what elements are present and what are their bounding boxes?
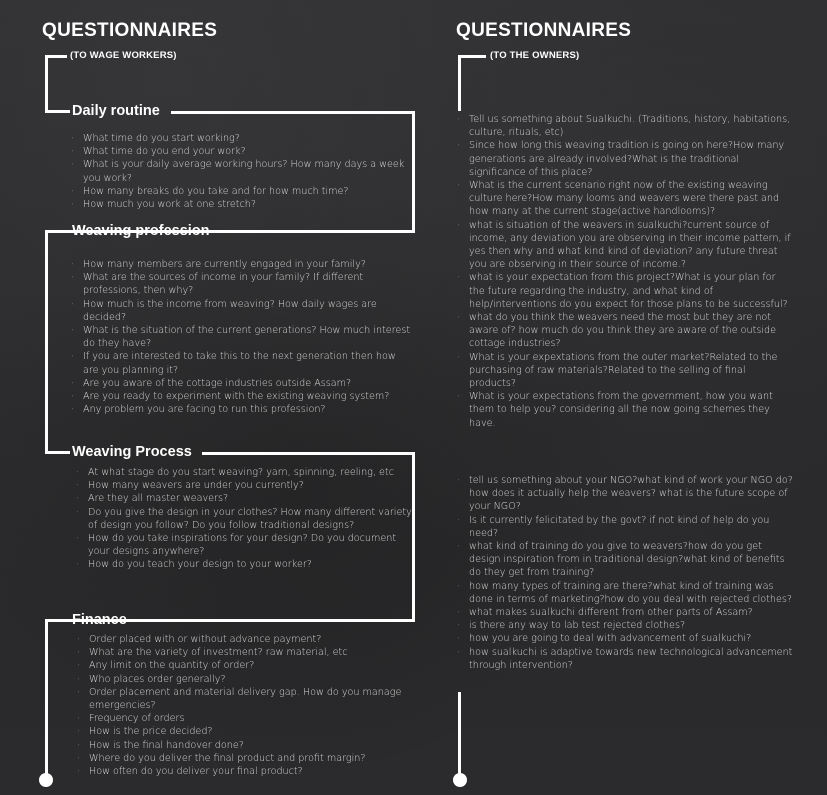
right-title: QUESTIONNAIRES bbox=[456, 20, 632, 41]
question-item: · Frequency of orders bbox=[74, 712, 414, 725]
question-item: · how many types of training are there?what kind of training was done in terms of marketing?how do you deal with rejected clothes? bbox=[454, 580, 794, 606]
question-item: · is there any way to lab test rejected clothes? bbox=[454, 619, 794, 632]
question-item: · How much you work at one stretch? bbox=[68, 198, 408, 211]
question-item: · what do you think the weavers need the most but they are not aware of? how much do you think they are aware of the outside cottage industries? bbox=[454, 311, 794, 351]
section-border bbox=[202, 452, 415, 455]
connector-line bbox=[458, 55, 461, 111]
question-item: · Are they all master weavers? bbox=[73, 492, 413, 505]
question-item: · How many breaks do you take and for how much time? bbox=[68, 185, 408, 198]
section-title-daily-routine: Daily routine bbox=[72, 103, 160, 119]
question-item: · Order placed with or without advance payment? bbox=[74, 633, 414, 646]
weaving-process-questions bbox=[73, 466, 413, 572]
question-item: · Are you aware of the cottage industries outside Assam? bbox=[68, 377, 413, 390]
question-item: · How many weavers are under you currently? bbox=[73, 479, 413, 492]
daily-routine-questions bbox=[68, 132, 408, 211]
section-title-weaving-process: Weaving Process bbox=[72, 444, 192, 460]
question-item: · How many members are currently engaged in your family? bbox=[68, 258, 413, 271]
left-subtitle: (TO WAGE WORKERS) bbox=[70, 50, 177, 61]
owners-questions-group-1 bbox=[454, 113, 794, 430]
timeline-end-dot bbox=[39, 773, 53, 787]
question-item: · What is your expextations from the outer market?Related to the purchasing of raw materials?Related to the selling of final products? bbox=[454, 351, 794, 391]
question-item: · How do you take inspirations for your design? Do you document your designs anywhere? bbox=[73, 532, 413, 558]
question-item: · how you are going to deal with advancement of sualkuchi? bbox=[454, 632, 794, 645]
question-item: · what kind of training do you give to weavers?how do you get design inspiration from in traditional design?what kind of benefits do they get from training? bbox=[454, 540, 794, 580]
question-item: · What time do you start working? bbox=[68, 132, 408, 145]
connector-line bbox=[45, 55, 67, 58]
question-item: · Since how long this weaving tradition is going on here?How many generations are already involved?What is the traditional significance of this place? bbox=[454, 139, 794, 179]
question-item: · what is your expectation from this project?What is your plan for the future regarding the industry, and what kind of help/interventions do you expect for those plans to be successful? bbox=[454, 271, 794, 311]
connector-line bbox=[45, 110, 70, 113]
question-item: · How is the final handover done? bbox=[74, 739, 414, 752]
question-item: · What are the sources of income in your family? If different professions, then why? bbox=[68, 271, 413, 297]
connector-line bbox=[458, 55, 486, 58]
question-item: · What is the situation of the current generations? How much interest do they have? bbox=[68, 324, 413, 350]
connector-line bbox=[458, 692, 461, 777]
question-item: · At what stage do you start weaving? yarn, spinning, reeling, etc bbox=[73, 466, 413, 479]
connector-line bbox=[45, 55, 48, 113]
question-item: · Tell us something about Sualkuchi. (Traditions, history, habitations, culture, rituals, etc) bbox=[454, 113, 794, 139]
question-item: · Any problem you are facing to run this profession? bbox=[68, 403, 413, 416]
question-item: · Order placement and material delivery gap. How do you manage emergencies? bbox=[74, 686, 414, 712]
question-item: · How is the price decided? bbox=[74, 725, 414, 738]
question-item: · Do you give the design in your clothes? How many different variety of design you follow? Do you follow traditional designs? bbox=[73, 506, 413, 532]
question-item: · What are the variety of investment? raw material, etc bbox=[74, 646, 414, 659]
section-border bbox=[45, 451, 70, 454]
section-border bbox=[171, 111, 415, 114]
question-item: · What is your expectations from the government, how you want them to help you? considering all the now going schemes they have. bbox=[454, 390, 794, 430]
question-item: · How do you teach your design to your worker? bbox=[73, 558, 413, 571]
section-title-finance: Finance bbox=[72, 612, 127, 628]
question-item: · How often do you deliver your final product? bbox=[74, 765, 414, 778]
question-item: · Are you ready to experiment with the existing weaving system? bbox=[68, 390, 413, 403]
section-border bbox=[45, 230, 48, 454]
finance-questions bbox=[74, 633, 414, 778]
question-item: · Any limit on the quantity of order? bbox=[74, 659, 414, 672]
left-title: QUESTIONNAIRES bbox=[42, 20, 218, 41]
question-item: · Is it currently felicitated by the govt? if not kind of help do you need? bbox=[454, 514, 794, 540]
question-item: · What time do you end your work? bbox=[68, 145, 408, 158]
section-title-weaving-profession: Weaving profession bbox=[72, 223, 210, 239]
question-item: · Who places order generally? bbox=[74, 673, 414, 686]
question-item: · What is your daily average working hours? How many days a week you work? bbox=[68, 158, 408, 184]
weaving-profession-questions bbox=[68, 258, 413, 416]
section-border bbox=[412, 111, 415, 233]
owners-questions-group-2 bbox=[454, 474, 794, 672]
section-border bbox=[45, 619, 48, 779]
question-item: · how sualkuchi is adaptive towards new technological advancement through intervention? bbox=[454, 646, 794, 672]
timeline-end-dot bbox=[453, 773, 467, 787]
right-subtitle: (TO THE OWNERS) bbox=[490, 50, 580, 61]
question-item: · Where do you deliver the final product and profit margin? bbox=[74, 752, 414, 765]
question-item: · How much is the income from weaving? How daily wages are decided? bbox=[68, 298, 413, 324]
question-item: · What is the current scenario right now of the existing weaving culture here?How many looms and weavers were there past and how many at the current stage(active handlooms)? bbox=[454, 179, 794, 219]
question-item: · what makes sualkuchi different from other parts of Assam? bbox=[454, 606, 794, 619]
question-item: · tell us something about your NGO?what kind of work your NGO do? how does it actually help the weavers? what is the future scope of your NGO? bbox=[454, 474, 794, 514]
question-item: · what is situation of the weavers in sualkuchi?current source of income, any deviation you are observing in their income pattern, if yes then why and what kind kind of deviation? any future threat you are observing in their source of income.? bbox=[454, 219, 794, 272]
question-item: · If you are interested to take this to the next generation then how are you planning it? bbox=[68, 350, 413, 376]
